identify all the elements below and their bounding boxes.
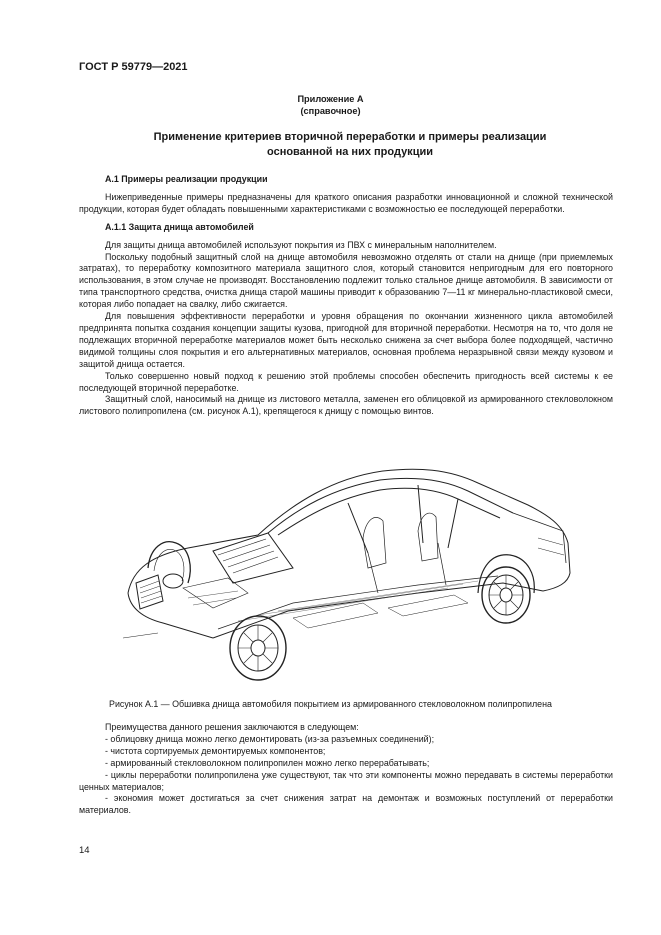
advantages-intro: Преимущества данного решения заключаются в следующем: [105,722,359,732]
title-line-2: основанной на них продукции [267,145,433,158]
section-a11-heading: А.1.1 Защита днища автомобилей [105,221,254,232]
list-item: - чистота сортируемых демонтируемых компонентов; [105,745,326,756]
title-line-1: Применение критериев вторичной переработки и примеры реализации [153,131,547,143]
list-item: - армированный стекловолокном полипропилен можно легко перерабатывать; [105,757,430,768]
car-underbody-figure [118,443,576,693]
paragraph: Поскольку подобный защитный слой на днище автомобиля невозможно отделять от стали на днище (при приемлемых затратах), то переработку композитного материала защитного слоя, который становится непригодным для его повторного использования, в этом случае не производят. Восстановлению подлежит только стальное днище автомобиля. В зависимости от типа транспортного средства, очистка днища старой машины приводит к образованию 7—11 кг минерально-пластиковой смеси, которая либо попадает на свалку, либо сжигается. [79,251,613,310]
section-a1-heading: А.1 Примеры реализации продукции [105,174,268,184]
list-item: - экономия может достигаться за счет снижения затрат на демонтаж и возможных поступлений от переработки материалов. [79,793,613,816]
list-item: - циклы переработки полипропилена уже существуют, так что эти компоненты можно передавать в системы переработки ценных материалов; [79,769,613,792]
main-text [79,174,613,418]
paragraph: Для повышения эффективности переработки и уровня обращения по окончании жизненного цикла автомобилей предпринята попытка создания концепции защиты кузова, пригодной для вторичной переработки. Несмотря на то, что доля не подлежащих вторичной переработке материалов может быть несколько снижена за счет выбора более подходящей, частично видимой толщины слоя покрытия и его альтернативных материалов, основная проблема неразрывной связи между кузовом и защитой днища остается. [79,311,613,369]
list-item: - облицовку днища можно легко демонтировать (из-за разъемных соединений); [105,733,435,744]
paragraph: Только совершенно новый подход к решению этой проблемы способен обеспечить пригодность всей системы к ее последующей вторичной переработке. [79,370,613,393]
appendix-label: Приложение А [297,94,364,104]
page-title [110,130,590,159]
appendix-note: (справочное) [300,106,361,116]
figure-caption: Рисунок А.1 — Обшивка днища автомобиля покрытием из армированного стекловолокном полипропилена [109,699,552,709]
page-number: 14 [79,845,90,856]
paragraph: Для защиты днища автомобилей используют покрытия из ПВХ с минеральным наполнителем. [105,239,497,250]
section-a1-intro: Нижеприведенные примеры предназначены для краткого описания разработки инновационной и сложной технической продукции, которая будет обладать повышенными характеристиками с возможностью ее последующей переработки. [79,191,613,214]
standard-header: ГОСТ Р 59779—2021 [79,61,188,73]
paragraph: Защитный слой, наносимый на днище из листового металла, заменен его облицовкой из армированного стекловолокном листового полипропилена (см. рисунок А.1), крепящегося к днищу с помощью винтов. [79,394,613,417]
advantages-list [79,722,613,817]
